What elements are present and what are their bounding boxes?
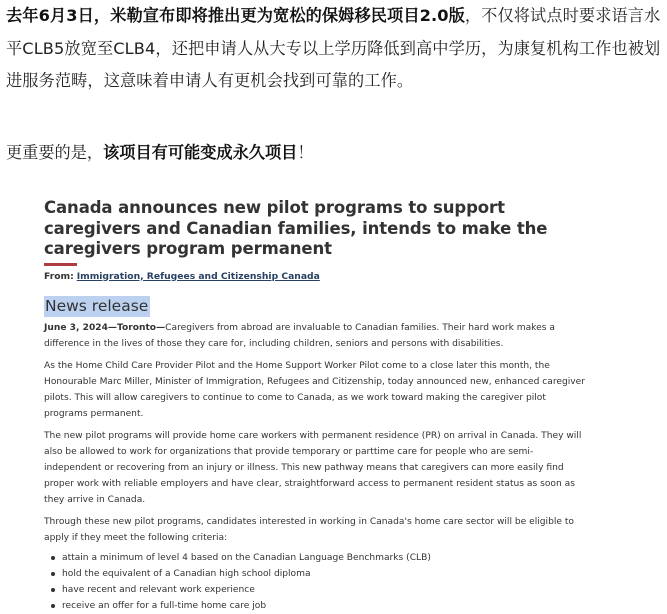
intro-paragraph-1 <box>6 0 666 98</box>
intro-text <box>6 0 666 162</box>
release-paragraph-1 <box>44 320 589 352</box>
department-link[interactable]: Immigration, Refugees and Citizenship Canada <box>76 270 320 282</box>
list-item: hold the equivalent of a Canadian high school diploma <box>44 566 604 582</box>
intro-paragraph-1-bold: 去年6月3日，米勒宣布即将推出更为宽松的保姆移民项目2.0版 <box>6 6 465 25</box>
release-paragraph-2: As the Home Child Care Provider Pilot and the Home Support Worker Pilot come to a close later this month, the Honourable Marc Miller, Minister of Immigration, Refugees and Citizenship, today announced new, enhanced caregiver pilots. This will allow caregivers to continue to come to Canada, as we work toward making the caregiver pilot programs permanent. <box>44 360 585 419</box>
dateline: June 3, 2024—Toronto— <box>44 322 166 333</box>
release-paragraph-1-text: Caregivers from abroad are invaluable to Canadian families. Their hard work makes a difference in the lives of those they care for, including children, seniors and persons with disabilities. <box>44 322 555 349</box>
news-title: Canada announces new pilot programs to support caregivers and Canadian families, intends to make the caregivers program permanent <box>44 198 548 258</box>
from-line <box>44 271 604 282</box>
list-item: receive an offer for a full-time home care job <box>44 598 604 614</box>
news-release-heading: News release <box>45 296 149 315</box>
from-label: From: <box>44 270 74 282</box>
list-item: have recent and relevant work experience <box>44 582 604 598</box>
intro-paragraph-2-start: 更重要的是， <box>6 143 104 162</box>
intro-paragraph-2-bold: 该项目有可能变成永久项目 <box>103 143 298 162</box>
list-item: attain a minimum of level 4 based on the Canadian Language Benchmarks (CLB) <box>44 550 604 566</box>
intro-paragraph-1-rest: ，不仅将试点时要求语言水平CLB5放宽至CLB4，还把申请人从大专以上学历降低到高中学历，为康复机构工作也被划进服务范畴，这意味着申请人有更机会找到可靠的工作。 <box>6 6 661 90</box>
title-underline-bar <box>44 263 77 266</box>
release-paragraph-3: The new pilot programs will provide home care workers with permanent residence (PR) on arrival in Canada. They will also be allowed to work for organizations that provide temporary or parttime care for people who are semi-independent or recovering from an injury or illness. This new pathway means that caregivers can more easily find proper work with reliable employers and have clear, straightforward access to permanent resident status as soon as they arrive in Canada. <box>44 430 582 505</box>
criteria-list <box>44 550 604 614</box>
news-release-screenshot <box>44 198 604 614</box>
release-paragraph-4: Through these new pilot programs, candidates interested in working in Canada's home care sector will be eligible to apply if they meet the following criteria: <box>44 516 574 543</box>
intro-paragraph-2 <box>6 138 314 168</box>
intro-paragraph-2-end: ！ <box>297 143 314 162</box>
